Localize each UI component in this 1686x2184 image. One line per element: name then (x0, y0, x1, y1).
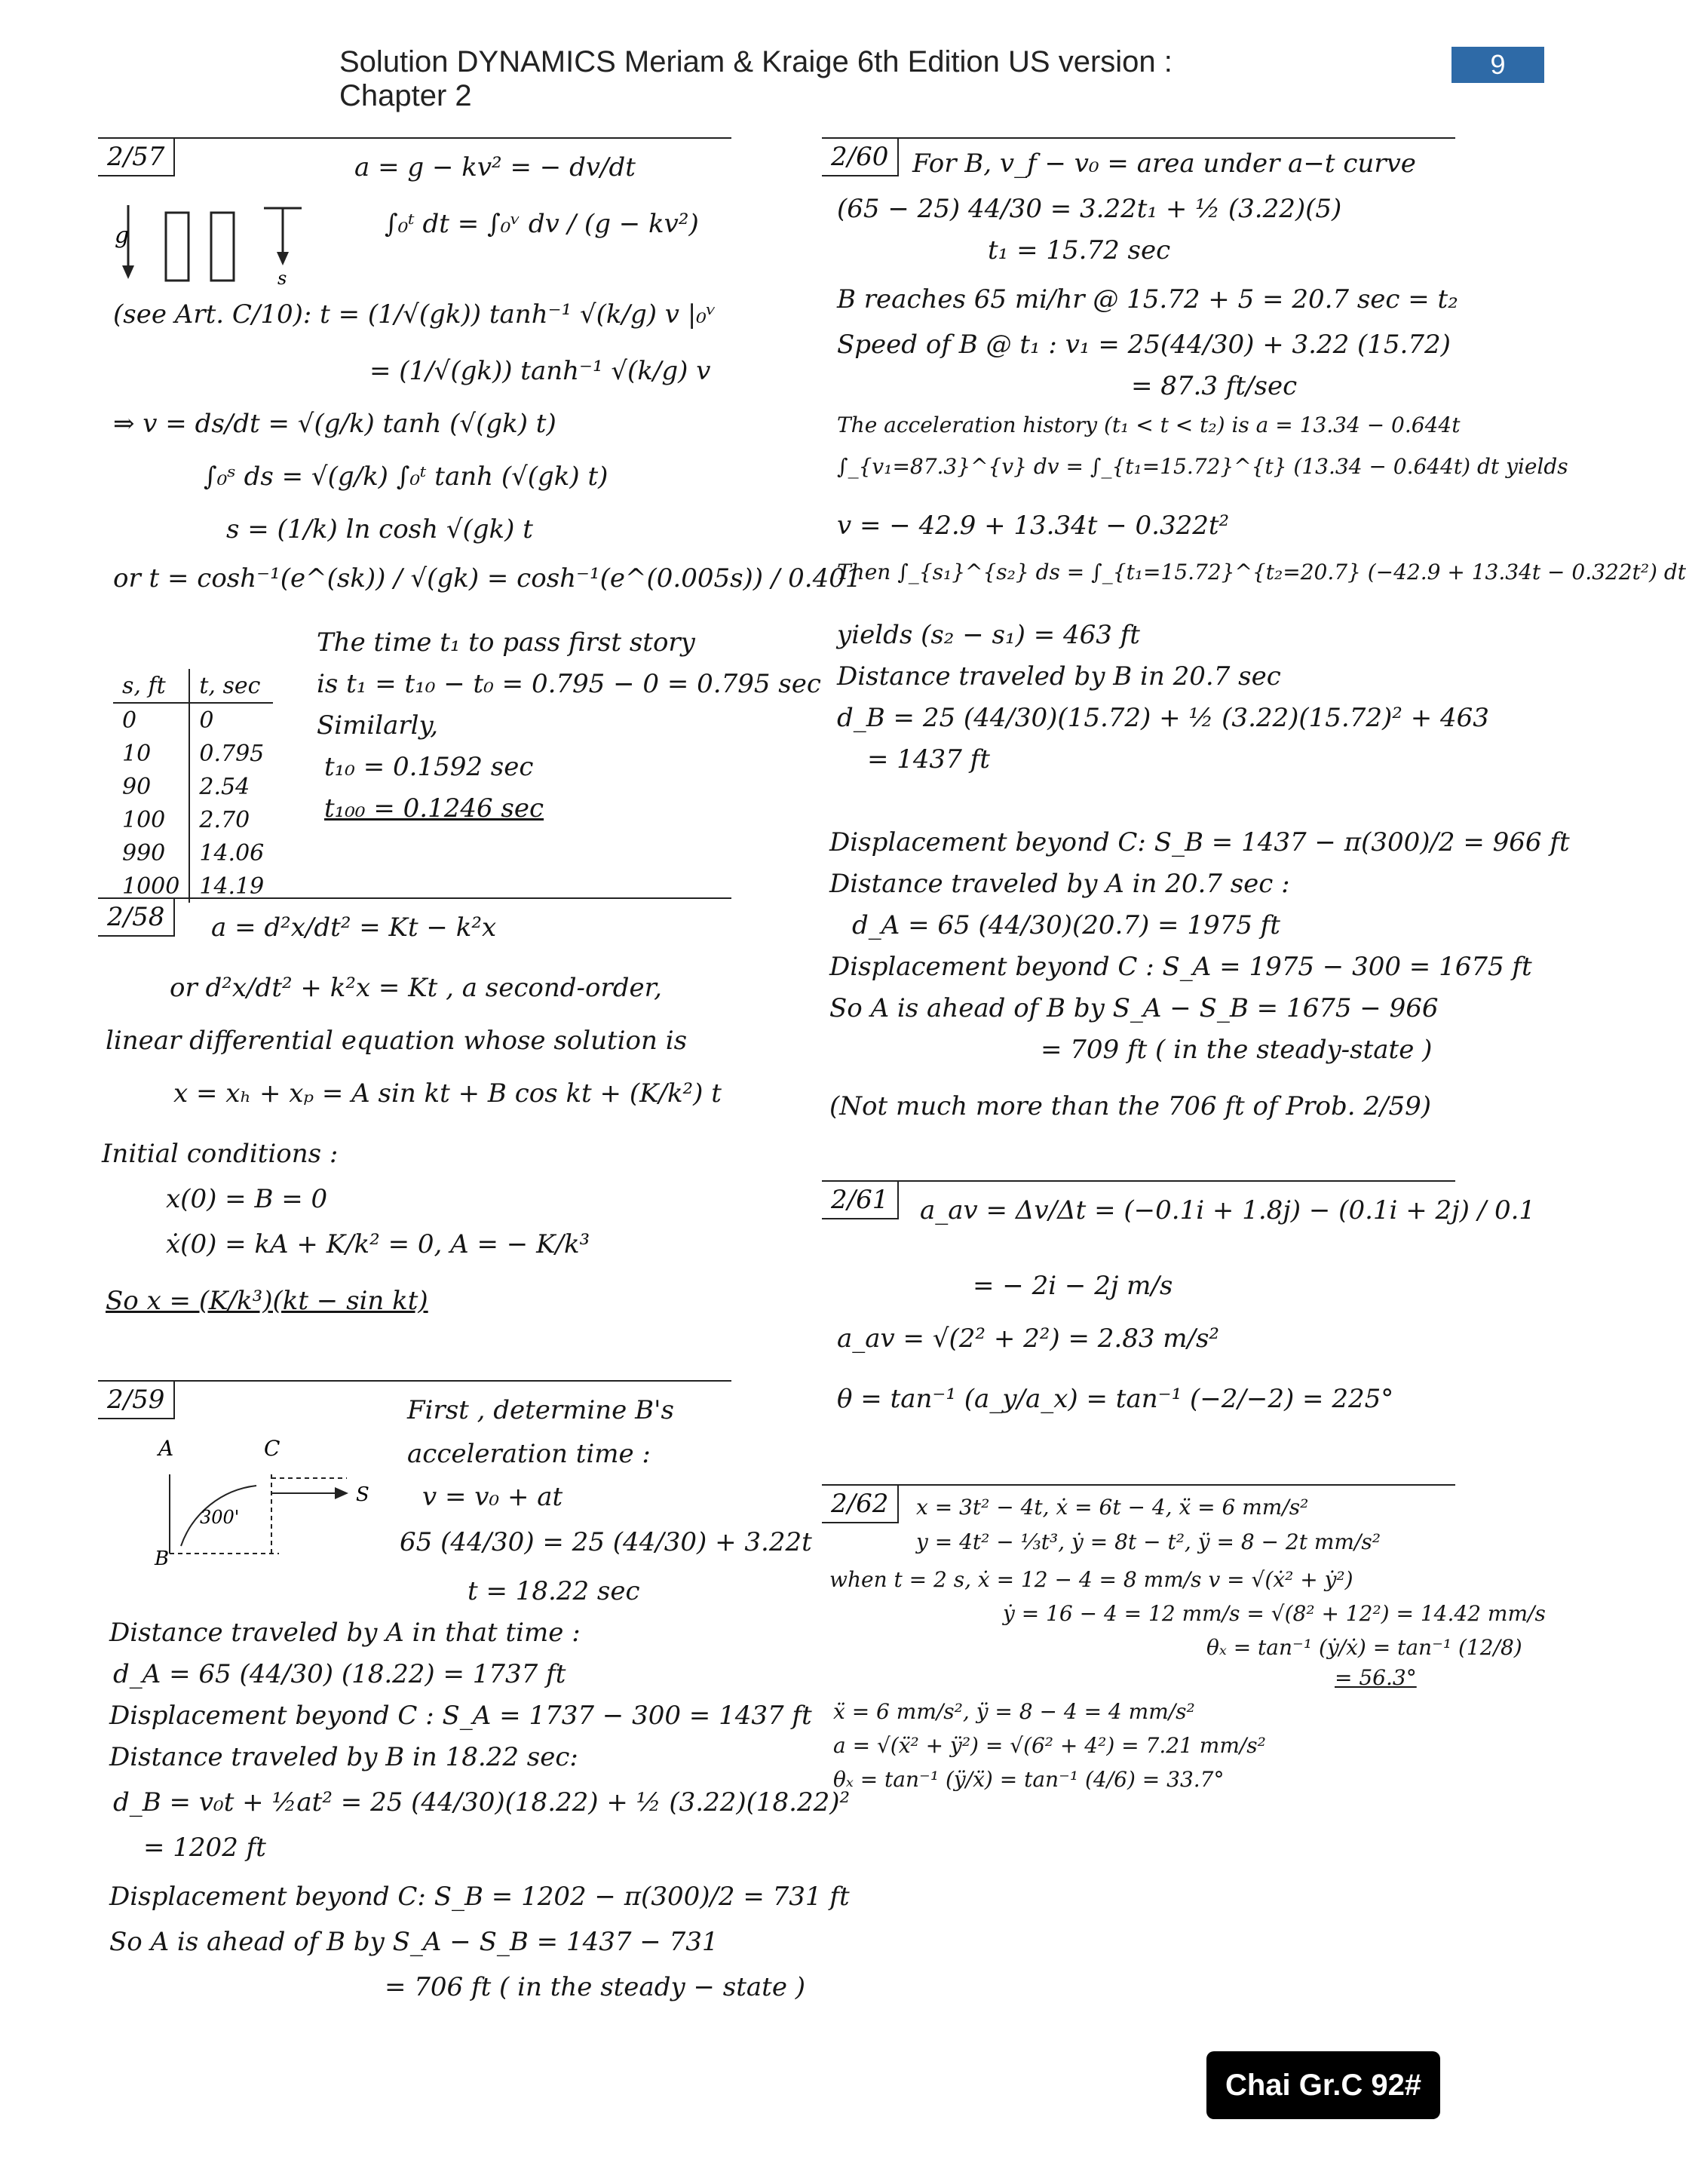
result-line: = 706 ft ( in the steady − state ) (385, 1972, 806, 2002)
document-title: Solution DYNAMICS Meriam & Kraige 6th Edition US version : Chapter 2 (339, 45, 1173, 112)
equation-line: ẏ = 16 − 4 = 12 mm/s = √(8² + 12²) = 14.42 mm/s (1003, 1601, 1546, 1626)
equation-line: Speed of B @ t₁ : v₁ = 25(44/30) + 3.22 (15.72) (837, 330, 1451, 360)
problem-number: 2/62 (822, 1486, 899, 1523)
diagram-label: S (356, 1483, 369, 1506)
equation-line: or d²x/dt² + k²x = Kt , a second-order, (170, 973, 662, 1003)
table-header: t, sec (189, 669, 273, 703)
page-number-badge: 9 (1451, 47, 1544, 83)
problem-number: 2/61 (822, 1182, 899, 1219)
equation-line: Distance traveled by A in that time : (109, 1618, 581, 1648)
table-row: 10 0.795 (113, 737, 273, 770)
equation-line: Displacement beyond C : S_A = 1737 − 300 = 1437 ft (109, 1701, 812, 1731)
equation-line: or t = cosh⁻¹(e^(sk)) / √(gk) = cosh⁻¹(e^(0.005s)) / 0.401 (113, 563, 862, 594)
equation-line: The acceleration history (t₁ < t < t₂) is a = 13.34 − 0.644t (837, 413, 1461, 437)
table-row: 90 2.54 (113, 770, 273, 803)
note-line: (Not much more than the 706 ft of Prob. 2/59) (829, 1091, 1431, 1121)
table-row: 100 2.70 (113, 803, 273, 836)
note-line: Similarly, (317, 710, 439, 741)
equation-line: (65 − 25) 44/30 = 3.22t₁ + ½ (3.22)(5) (837, 194, 1342, 224)
equation-line: 65 (44/30) = 25 (44/30) + 3.22t (400, 1527, 812, 1557)
track-diagram (155, 1433, 385, 1584)
equation-line: d_A = 65 (44/30) (18.22) = 1737 ft (113, 1659, 566, 1689)
problem-divider (98, 1380, 731, 1382)
equation-line: Distance traveled by B in 20.7 sec (837, 661, 1281, 692)
problem-divider (822, 1484, 1455, 1486)
equation-line: = − 2i − 2j m/s (973, 1271, 1173, 1301)
equation-line: x(0) = B = 0 (166, 1184, 328, 1214)
equation-line: linear differential equation whose solution is (106, 1026, 688, 1056)
diagram-label: B (155, 1548, 170, 1570)
equation-line: = 1437 ft (867, 744, 990, 775)
result-line: = 56.3° (1335, 1665, 1417, 1690)
equation-line: = 1202 ft (143, 1833, 266, 1863)
table-row: 0 0 (113, 703, 273, 737)
equation-line: yields (s₂ − s₁) = 463 ft (837, 620, 1140, 650)
equation-line: ẍ = 6 mm/s², ÿ = 8 − 4 = 4 mm/s² (833, 1699, 1195, 1724)
equation-line: ẋ(0) = kA + K/k² = 0, A = − K/k³ (166, 1229, 590, 1259)
equation-line: a = d²x/dt² = Kt − k²x (211, 913, 497, 943)
equation-line: ∫_{v₁=87.3}^{v} dv = ∫_{t₁=15.72}^{t} (13.34 − 0.644t) dt yields (837, 454, 1568, 479)
equation-line: θₓ = tan⁻¹ (ẏ/ẋ) = tan⁻¹ (12/8) (1206, 1635, 1522, 1660)
equation-line: x = 3t² − 4t, ẋ = 6t − 4, ẍ = 6 mm/s² (916, 1495, 1309, 1520)
equation-line: when t = 2 s, ẋ = 12 − 4 = 8 mm/s v = √(ẋ² + ẏ²) (829, 1567, 1353, 1592)
problem-2-62 (822, 1484, 1546, 1824)
equation-line: B reaches 65 mi/hr @ 15.72 + 5 = 20.7 sec = t₂ (837, 284, 1458, 314)
problem-2-60 (822, 137, 1686, 1155)
problem-divider (98, 897, 731, 899)
result-line: t₁₀ = 0.1592 sec (324, 752, 534, 782)
equation-line: x = xₕ + xₚ = A sin kt + B cos kt + (K/k²) t (173, 1078, 722, 1109)
equation-line: So A is ahead of B by S_A − S_B = 1437 − 731 (109, 1927, 719, 1957)
equation-line: d_B = 25 (44/30)(15.72) + ½ (3.22)(15.72)² + 463 (837, 703, 1489, 733)
page-header (0, 45, 1544, 112)
note-line: is t₁ = t₁₀ − t₀ = 0.795 − 0 = 0.795 sec (317, 669, 821, 699)
result-line: So x = (K/k³)(kt − sin kt) (106, 1286, 428, 1316)
equation-line: First , determine B's (407, 1395, 674, 1425)
table-row: 1000 14.19 (113, 870, 273, 903)
table-header: s, ft (113, 669, 189, 703)
equation-line: Initial conditions : (102, 1139, 339, 1169)
equation-line: Then ∫_{s₁}^{s₂} ds = ∫_{t₁=15.72}^{t₂=20.7} (−42.9 + 13.34t − 0.322t²) dt (837, 560, 1686, 584)
problem-divider (822, 137, 1455, 139)
result-line: = 709 ft ( in the steady-state ) (1041, 1035, 1433, 1065)
equation-line: a = √(ẍ² + ÿ²) = √(6² + 4²) = 7.21 mm/s² (833, 1733, 1266, 1758)
equation-line: Distance traveled by B in 18.22 sec: (109, 1742, 578, 1772)
falling-body-diagram (113, 198, 385, 288)
equation-line: So A is ahead of B by S_A − S_B = 1675 − 966 (829, 993, 1439, 1023)
equation-line: y = 4t² − ⅓t³, ẏ = 8t − t², ÿ = 8 − 2t mm/s² (916, 1529, 1381, 1554)
footer-badge: Chai Gr.C 92# (1206, 2051, 1440, 2119)
equation-line: t = 18.22 sec (467, 1576, 640, 1606)
equation-line: (see Art. C/10): t = (1/√(gk)) tanh⁻¹ √(k/g) v |₀ᵛ (113, 299, 716, 330)
equation-line: = 87.3 ft/sec (1131, 371, 1298, 401)
note-line: The time t₁ to pass first story (317, 627, 695, 658)
svg-text:s: s (277, 268, 287, 289)
equation-line: s = (1/k) ln cosh √(gk) t (226, 514, 533, 544)
problem-number: 2/57 (98, 139, 175, 176)
equation-line: a_av = Δv/Δt = (−0.1i + 1.8j) − (0.1i + 2j) / 0.1 (920, 1195, 1536, 1225)
diagram-label: A (158, 1436, 174, 1461)
problem-2-61 (822, 1180, 1536, 1482)
problem-2-59 (98, 1380, 851, 2021)
equation-line: For B, v_f − v₀ = area under a−t curve (912, 149, 1416, 179)
problem-divider (98, 137, 731, 139)
problem-number: 2/58 (98, 899, 175, 937)
result-line: θ = tan⁻¹ (a_y/a_x) = tan⁻¹ (−2/−2) = 225° (837, 1384, 1394, 1414)
problem-number: 2/59 (98, 1382, 175, 1419)
equation-line: Displacement beyond C : S_A = 1975 − 300 = 1675 ft (829, 952, 1532, 982)
equation-line: acceleration time : (407, 1439, 651, 1469)
result-line: θₓ = tan⁻¹ (ÿ/ẍ) = tan⁻¹ (4/6) = 33.7° (833, 1767, 1225, 1792)
equation-line: ∫₀ᵗ dt = ∫₀ᵛ dv / (g − kv²) (385, 209, 699, 239)
diagram-label: 300' (200, 1507, 240, 1528)
equation-line: d_A = 65 (44/30)(20.7) = 1975 ft (852, 910, 1280, 940)
equation-line: v = − 42.9 + 13.34t − 0.322t² (837, 511, 1230, 541)
equation-line: Distance traveled by A in 20.7 sec : (829, 869, 1290, 899)
equation-line: = (1/√(gk)) tanh⁻¹ √(k/g) v (369, 356, 711, 386)
equation-line: a_av = √(2² + 2²) = 2.83 m/s² (837, 1324, 1220, 1354)
equation-line: ∫₀ˢ ds = √(g/k) ∫₀ᵗ tanh (√(gk) t) (204, 462, 608, 492)
problem-2-58 (98, 897, 762, 1350)
time-table (113, 669, 273, 903)
equation-line: Displacement beyond C: S_B = 1202 − π(300)/2 = 731 ft (109, 1882, 850, 1912)
diagram-label: C (264, 1436, 280, 1461)
problem-divider (822, 1180, 1455, 1182)
svg-text:g: g (115, 222, 130, 249)
equation-line: ⇒ v = ds/dt = √(g/k) tanh (√(gk) t) (113, 409, 556, 439)
equation-line: v = v₀ + at (422, 1482, 563, 1512)
problem-number: 2/60 (822, 139, 899, 176)
equation-line: Displacement beyond C: S_B = 1437 − π(300)/2 = 966 ft (829, 827, 1570, 857)
equation-line: d_B = v₀t + ½at² = 25 (44/30)(18.22) + ½ (3.22)(18.22)² (113, 1787, 851, 1817)
equation-line: a = g − kv² = − dv/dt (354, 152, 636, 183)
table-row: 990 14.06 (113, 836, 273, 870)
equation-line: t₁ = 15.72 sec (988, 235, 1171, 265)
result-line: t₁₀₀ = 0.1246 sec (324, 793, 544, 824)
